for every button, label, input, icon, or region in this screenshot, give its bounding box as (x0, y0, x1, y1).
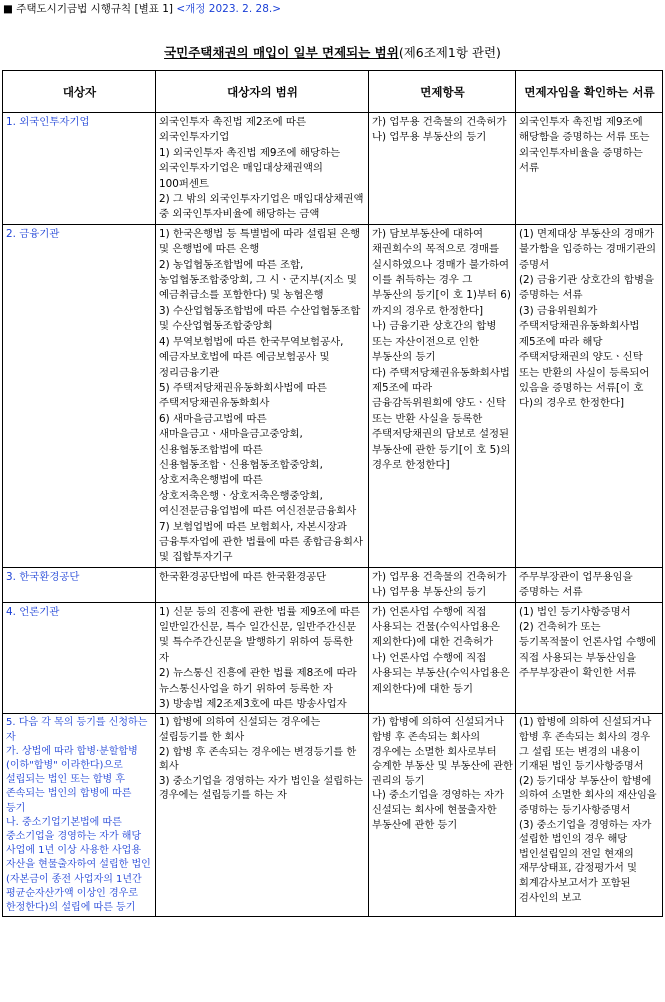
docs-cell (516, 224, 663, 567)
item-line: 다) 주택저당채권유동화회사법 제5조에 따라 금융감독위원회에 양도ㆍ신탁 또는 반환 사실을 등록한 주택저당채권의 담보로 설정된 부동산에 관한 등기[이 호 5)의 경우로 한정한다] (372, 366, 511, 471)
item-line: 가) 업무용 건축물의 건축허가 (372, 570, 507, 583)
doc-line: (2) 금융기관 상호간의 합병을 증명하는 서류 (519, 274, 655, 302)
title-sub: (제6조제1항 관련) (398, 45, 501, 60)
column-header-scope: 대상자의 범위 (156, 71, 369, 113)
item-line: 나) 업무용 부동산의 등기 (372, 586, 487, 599)
target-sub-line: 나. 중소기업기본법에 따른 중소기업을 경영하는 자가 해당 사업에 1년 이상 사용한 사업용 자산을 현물출자하여 설립한 법인(자본금이 종전 사업자의 1년간 평균순자산가액 이상인 경우로 한정한다)의 설립에 따른 등기 (6, 816, 151, 914)
docs-cell (516, 567, 663, 602)
column-header-docs: 면제자임을 확인하는 서류 (516, 71, 663, 113)
docs-cell (516, 714, 663, 917)
scope-line: 1) 외국인투자 촉진법 제9조에 해당하는 외국인투자기업은 매입대상채권액의 100퍼센트 (159, 146, 341, 190)
law-header-prefix: ■ 주택도시기금법 시행규칙 [별표 1] (3, 3, 174, 15)
scope-line: 1) 신문 등의 진흥에 관한 법률 제9조에 따른 일반일간신문, 특수 일간신문, 일반주간신문 및 특수주간신문을 발행하기 위하여 등록한 자 (159, 605, 360, 664)
items-cell (369, 714, 516, 917)
scope-cell (156, 602, 369, 714)
exemption-table (2, 70, 663, 917)
scope-line: 2) 농업협동조합법에 따른 조합, 농업협동조합중앙회, 그 시ㆍ군지부(지소 및 예금취급소를 포함한다) 및 농협은행 (159, 258, 357, 302)
scope-line: 5) 주택저당채권유동화회사법에 따른 주택저당채권유동화회사 (159, 381, 327, 410)
items-cell (369, 602, 516, 714)
target-cell (3, 113, 156, 225)
scope-line: 3) 중소기업을 경영하는 자가 법인을 설립하는 경우에는 설립등기를 하는 자 (159, 775, 363, 802)
scope-line: 외국인투자 촉진법 제2조에 따른 외국인투자기업 (159, 116, 307, 144)
scope-line: 3) 수산업협동조합법에 따른 수산업협동조합 및 수산업협동조합중앙회 (159, 304, 361, 333)
doc-line: 주무부장관이 업무용임을 증명하는 서류 (519, 570, 633, 599)
doc-line: (3) 중소기업을 경영하는 자가 설립한 법인의 경우 해당 법인설립일의 전일 현재의 재무상태표, 감정평가서 및 회계감사보고서가 포함된 검사인의 보고 (519, 819, 652, 904)
scope-cell (156, 567, 369, 602)
target-label: 5. 다음 각 목의 등기를 신청하는 자 (6, 717, 148, 743)
scope-line: 4) 무역보험법에 따른 한국무역보험공사, 예금자보호법에 따른 예금보험공사 및 정리금융기관 (159, 335, 344, 379)
scope-line: 2) 합병 후 존속되는 경우에는 변경등기를 한 회사 (159, 746, 357, 773)
doc-line: 외국인투자 촉진법 제9조에 해당함을 증명하는 서류 또는 외국인투자비율을 증명하는 서류 (519, 116, 650, 175)
target-cell (3, 224, 156, 567)
target-label: 3. 한국환경공단 (6, 570, 80, 583)
item-line: 가) 합병에 의하여 신설되거나 합병 후 존속되는 회사의 경우에는 소멸한 회사로부터 승계한 부동산 및 부동산에 관한 권리의 등기 (372, 717, 513, 787)
item-line: 나) 금융기관 상호간의 합병 또는 자산이전으로 인한 부동산의 등기 (372, 320, 497, 364)
items-cell (369, 567, 516, 602)
doc-line: (1) 면제대상 부동산의 경매가 불가함을 입증하는 경매기관의 증명서 (519, 227, 657, 271)
doc-line: (1) 합병에 의하여 신설되거나 합병 후 존속되는 회사의 경우 그 설립 또는 변경의 내용이 기재된 법인 등기사항증명서 (519, 717, 652, 773)
item-line: 나) 언론사업 수행에 직접 사용되는 부동산(수익사업용은 제외한다)에 대한 등기 (372, 651, 510, 695)
doc-line: (1) 법인 등기사항증명서 (519, 605, 631, 618)
scope-line: 6) 새마을금고법에 따른 새마을금고ㆍ새마을금고중앙회, 신용협동조합법에 따른 신용협동조합ㆍ신용협동조합중앙회, 상호저축은행법에 따른 상호저축은행ㆍ상호저축은행중앙회, 여신전문금융업법에 따른 여신전문금융회사 (159, 412, 357, 518)
doc-line: (3) 금융위원회가 주택저당채권유동화회사법 제5조에 따라 해당 주택저당채권의 양도ㆍ신탁 또는 반환의 사실이 등록되어 있음을 증명하는 서류[이 호 다)의 경우로 한정한다] (519, 304, 650, 410)
title-main: 국민주택채권의 매입이 일부 면제되는 범위 (164, 45, 399, 60)
scope-cell (156, 113, 369, 225)
table-row (3, 224, 663, 567)
items-cell (369, 224, 516, 567)
table-row (3, 714, 663, 917)
scope-line: 7) 보험업법에 따른 보험회사, 자본시장과 금융투자업에 관한 법률에 따른 종합금융회사 및 집합투자기구 (159, 520, 363, 564)
docs-cell (516, 113, 663, 225)
document-title (0, 43, 665, 61)
table-row (3, 602, 663, 714)
target-cell (3, 602, 156, 714)
item-line: 가) 언론사업 수행에 직접 사용되는 건물(수익사업용은 제외한다)에 대한 건축허가 (372, 605, 500, 649)
scope-line: 2) 그 밖의 외국인투자기업은 매입대상채권액 중 외국인투자비율에 해당하는 금액 (159, 193, 364, 221)
scope-cell (156, 224, 369, 567)
target-sub-line: 가. 상법에 따라 합병·분할합병(이하"합병" 이라한다)으로 설립되는 법인 또는 합병 후 존속되는 법인의 합병에 따른 등기 (6, 745, 138, 814)
scope-line: 한국환경공단법에 따른 한국환경공단 (159, 570, 327, 583)
docs-cell (516, 602, 663, 714)
column-header-items: 면제항목 (369, 71, 516, 113)
scope-line: 1) 한국은행법 등 특별법에 따라 설립된 은행 및 은행법에 따른 은행 (159, 227, 361, 256)
target-label: 1. 외국인투자기업 (6, 116, 90, 128)
doc-line: (2) 건축허가 또는 등기목적물이 언론사업 수행에 직접 사용되는 부동산임을 주무부장관이 확인한 서류 (519, 621, 657, 680)
table-row (3, 113, 663, 225)
scope-line: 1) 합병에 의하여 신설되는 경우에는 설립등기를 한 회사 (159, 717, 321, 744)
column-header-target: 대상자 (3, 71, 156, 113)
item-line: 가) 담보부동산에 대하여 채권회수의 목적으로 경매를 실시하였으나 경매가 불가하여 이를 취득하는 경우 그 부동산의 등기[이 호 1)부터 6)까지의 경우로 한정한다] (372, 227, 511, 317)
table-row (3, 567, 663, 602)
item-line: 나) 중소기업을 경영하는 자가 신설되는 회사에 현물출자한 부동산에 관한 등기 (372, 790, 504, 831)
table-header-row (3, 71, 663, 113)
item-line: 나) 업무용 부동산의 등기 (372, 131, 487, 144)
law-header (3, 1, 281, 16)
revision-date: <개정 2023. 2. 28.> (176, 3, 282, 15)
item-line: 가) 업무용 건축물의 건축허가 (372, 116, 507, 128)
target-label: 2. 금융기관 (6, 227, 60, 240)
target-label: 4. 언론기관 (6, 605, 60, 618)
doc-line: (2) 등기대상 부동산이 합병에 의하여 소멸한 회사의 재산임을 증명하는 등기사항증명서 (519, 775, 657, 816)
target-cell (3, 567, 156, 602)
scope-line: 3) 방송법 제2조제3호에 따른 방송사업자 (159, 698, 347, 711)
target-cell (3, 714, 156, 917)
scope-cell (156, 714, 369, 917)
items-cell (369, 113, 516, 225)
scope-line: 2) 뉴스통신 진흥에 관한 법률 제8조에 따라 뉴스통신사업을 하기 위하여 등록한 자 (159, 667, 357, 695)
